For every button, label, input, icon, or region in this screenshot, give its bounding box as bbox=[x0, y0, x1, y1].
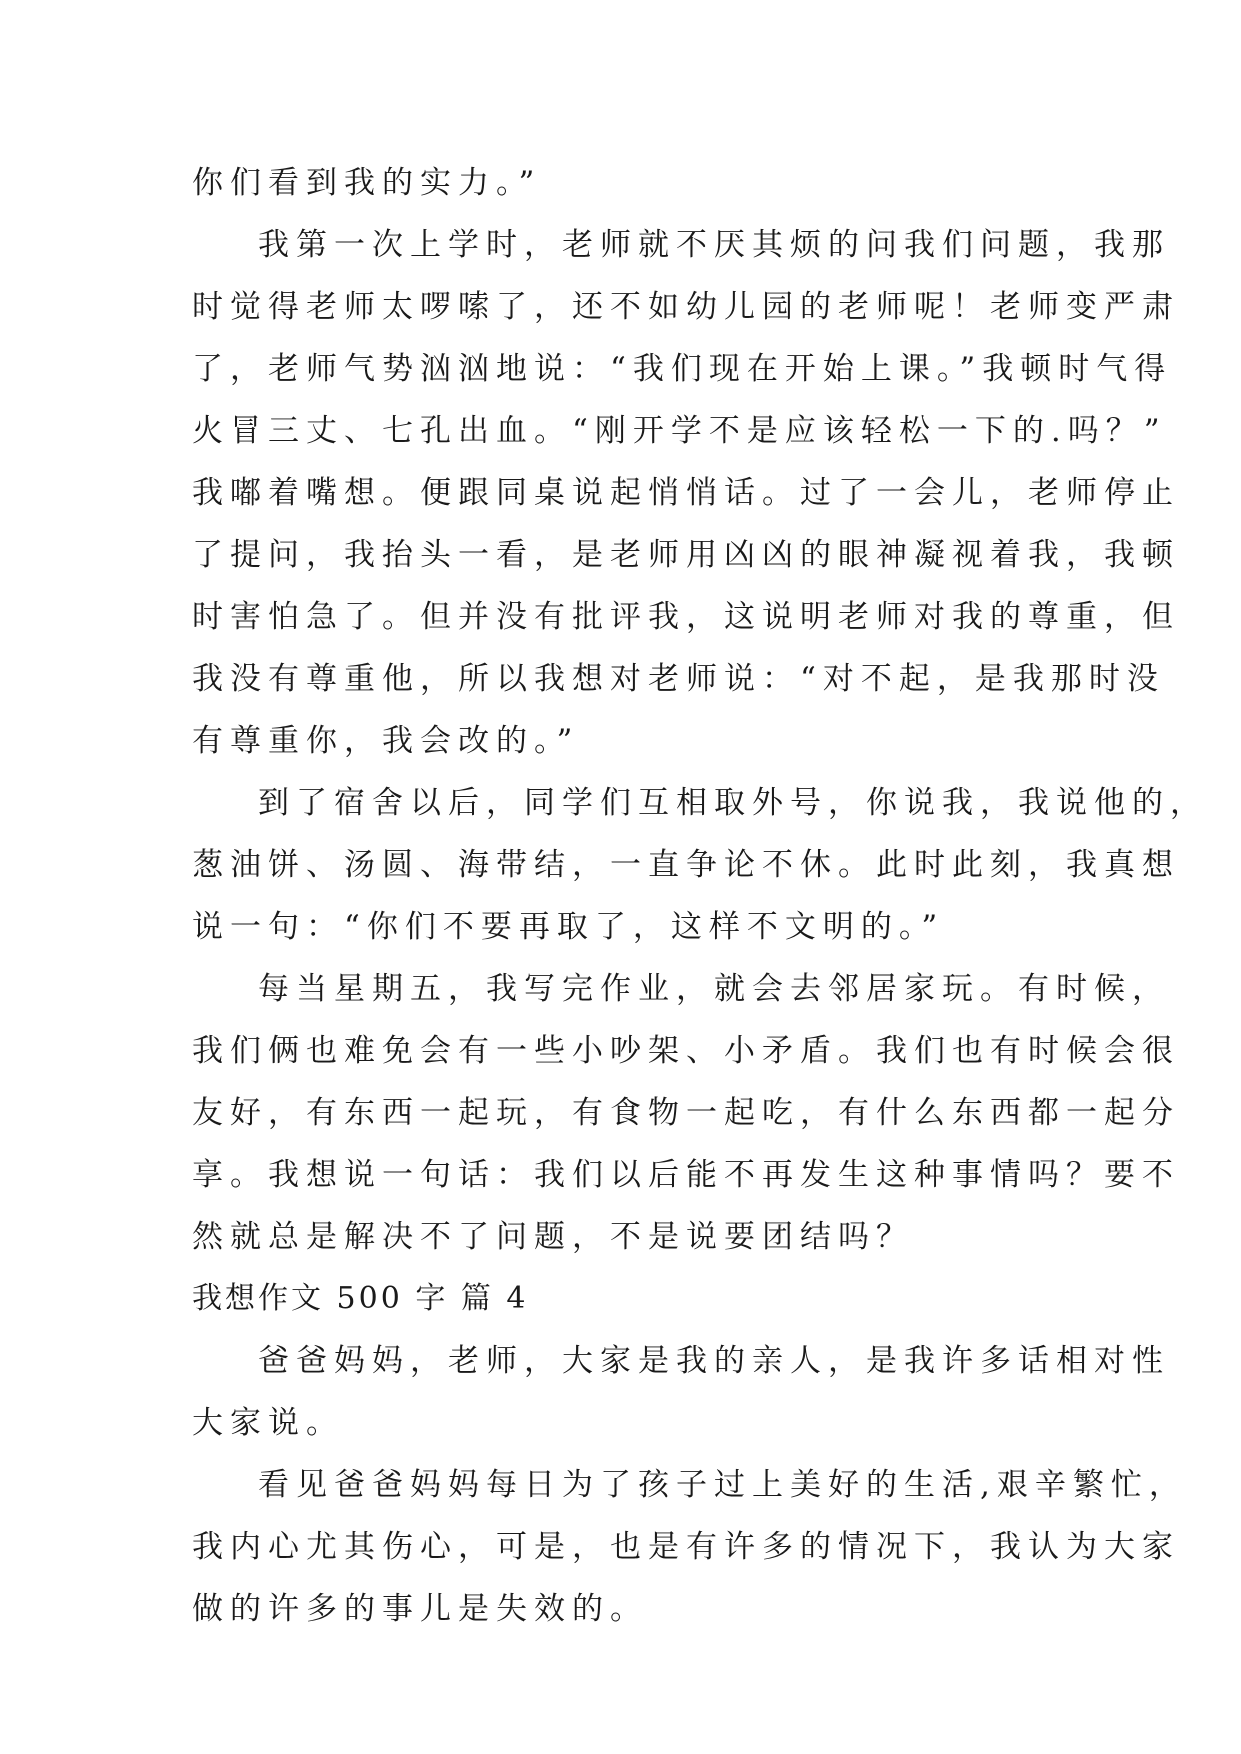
paragraph-start-line: 看见爸爸妈妈每日为了孩子过上美好的生活,艰辛繁忙， bbox=[258, 1467, 1187, 1503]
paragraph-start-line: 爸爸妈妈，老师，大家是我的亲人，是我许多话相对性 bbox=[258, 1343, 1170, 1379]
text-line: 然就总是解决不了问题，不是说要团结吗？ bbox=[192, 1219, 914, 1255]
document-body bbox=[192, 152, 1208, 1640]
text-line: 享。我想说一句话：我们以后能不再发生这种事情吗？要不 bbox=[192, 1157, 1180, 1193]
section-heading: 我想作文 500 字 篇 4 bbox=[192, 1281, 529, 1316]
text-line: 我内心尤其伤心，可是，也是有许多的情况下，我认为大家 bbox=[192, 1529, 1180, 1565]
text-line: 葱油饼、汤圆、海带结，一直争论不休。此时此刻，我真想 bbox=[192, 847, 1180, 883]
text-line: 火冒三丈、七孔出血。“刚开学不是应该轻松一下的.吗？” bbox=[192, 413, 1167, 449]
text-line: 做的许多的事儿是失效的。 bbox=[192, 1591, 648, 1627]
text-line: 友好，有东西一起玩，有食物一起吃，有什么东西都一起分 bbox=[192, 1095, 1180, 1131]
text-line: 有尊重你，我会改的。” bbox=[192, 723, 580, 759]
paragraph-start-line: 到了宿舍以后，同学们互相取外号，你说我，我说他的， bbox=[258, 785, 1208, 821]
text-line: 我们俩也难免会有一些小吵架、小矛盾。我们也有时候会很 bbox=[192, 1033, 1180, 1069]
text-line: 了，老师气势汹汹地说：“我们现在开始上课。”我顿时气得 bbox=[192, 351, 1173, 387]
text-line: 大家说。 bbox=[192, 1405, 344, 1441]
text-line: 时觉得老师太啰嗦了，还不如幼儿园的老师呢！老师变严肃 bbox=[192, 289, 1180, 325]
text-line: 我嘟着嘴想。便跟同桌说起悄悄话。过了一会儿，老师停止 bbox=[192, 475, 1180, 511]
text-line: 我没有尊重他，所以我想对老师说：“对不起，是我那时没 bbox=[192, 661, 1165, 697]
text-line: 你们看到我的实力。” bbox=[192, 165, 542, 201]
text-line: 说一句：“你们不要再取了，这样不文明的。” bbox=[192, 909, 945, 945]
text-line: 了提问，我抬头一看，是老师用凶凶的眼神凝视着我，我顿 bbox=[192, 537, 1180, 573]
paragraph-start-line: 每当星期五，我写完作业，就会去邻居家玩。有时候， bbox=[258, 971, 1170, 1007]
paragraph-start-line: 我第一次上学时，老师就不厌其烦的问我们问题，我那 bbox=[258, 227, 1170, 263]
text-line: 时害怕急了。但并没有批评我，这说明老师对我的尊重，但 bbox=[192, 599, 1180, 635]
